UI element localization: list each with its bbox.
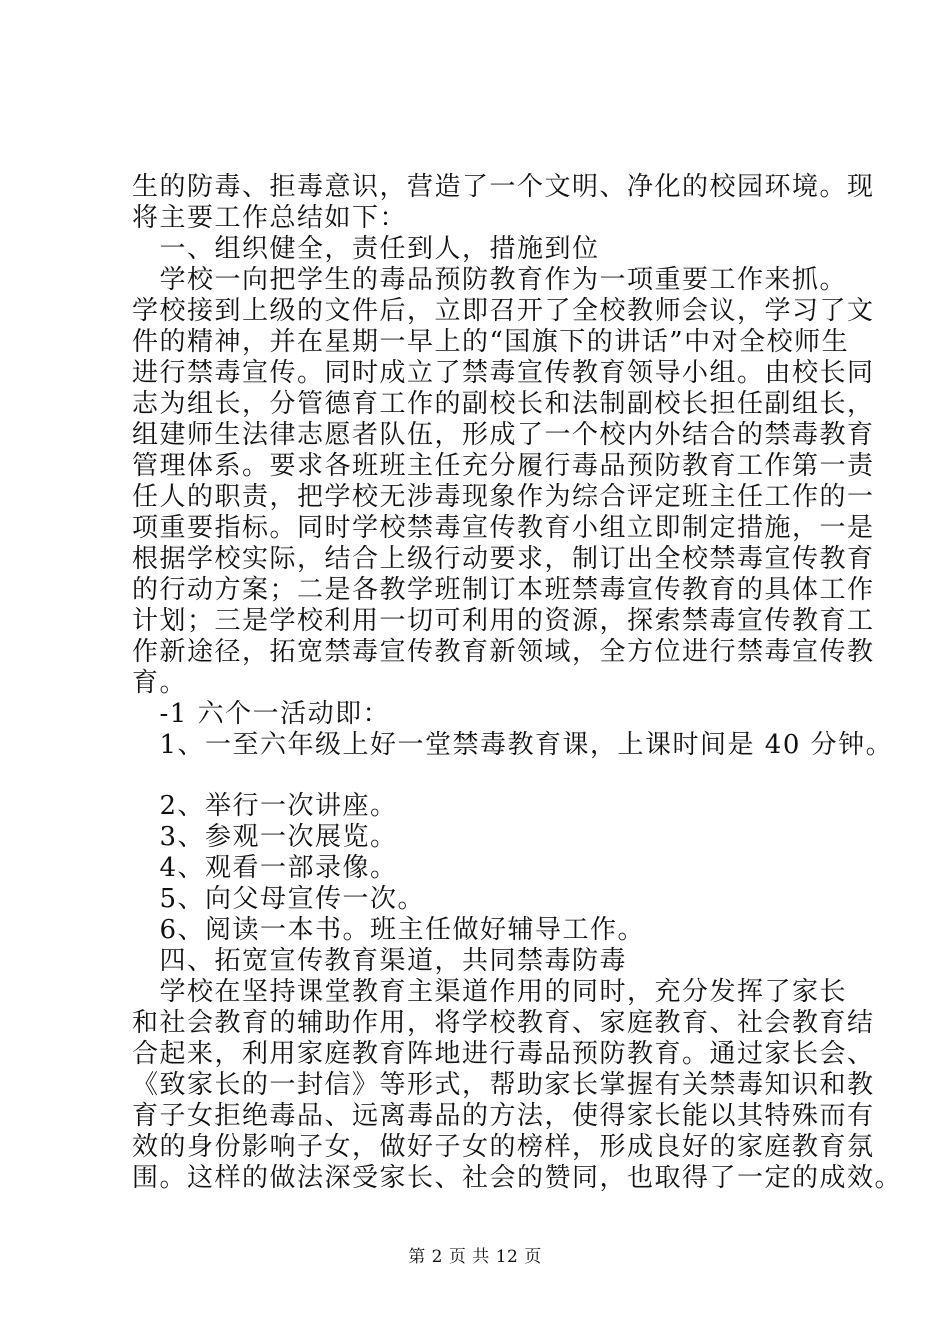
list-item: 2、举行一次讲座。: [132, 791, 398, 821]
body-line: 任人的职责，把学校无涉毒现象作为综合评定班主任工作的一: [132, 482, 875, 512]
body-line: 学校一向把学生的毒品预防教育作为一项重要工作来抓。: [132, 265, 848, 295]
body-line: 根据学校实际，结合上级行动要求，制订出全校禁毒宣传教育: [132, 544, 875, 574]
body-line: 将主要工作总结如下：: [132, 203, 408, 233]
body-line: 生的防毒、拒毒意识，营造了一个文明、净化的校园环境。现: [132, 172, 875, 202]
body-line: 育。: [132, 668, 188, 698]
body-line: 和社会教育的辅助作用，将学校教育、家庭教育、社会教育结: [132, 1008, 875, 1038]
list-item: 3、参观一次展览。: [132, 822, 398, 852]
list-item: 4、观看一部录像。: [132, 853, 398, 883]
section-heading: 一、组织健全，责任到人，措施到位: [132, 234, 600, 264]
list-item: 1、一至六年级上好一堂禁毒教育课，上课时间是 40 分钟。: [132, 730, 894, 760]
body-line: 志为组长，分管德育工作的副校长和法制副校长担任副组长，: [132, 389, 875, 419]
body-line: 《致家长的一封信》等形式，帮助家长掌握有关禁毒知识和教: [132, 1070, 875, 1100]
section-heading: 四、拓宽宣传教育渠道，共同禁毒防毒: [132, 946, 628, 976]
body-line: 学校接到上级的文件后，立即召开了全校教师会议，学习了文: [132, 296, 875, 326]
body-line: 项重要指标。同时学校禁毒宣传教育小组立即制定措施，一是: [132, 513, 875, 543]
body-line: 进行禁毒宣传。同时成立了禁毒宣传教育领导小组。由校长同: [132, 358, 875, 388]
body-line: 管理体系。要求各班班主任充分履行毒品预防教育工作第一责: [132, 451, 875, 481]
body-line: 效的身份影响子女，做好子女的榜样，形成良好的家庭教育氛: [132, 1132, 875, 1162]
page-number: 第 2 页 共 12 页: [408, 1247, 542, 1267]
body-line: 合起来，利用家庭教育阵地进行毒品预防教育。通过家长会、: [132, 1039, 875, 1069]
body-line: 件的精神，并在星期一早上的“国旗下的讲话”中对全校师生: [132, 327, 850, 357]
list-item: 6、阅读一本书。班主任做好辅导工作。: [132, 915, 646, 945]
body-line: 组建师生法律志愿者队伍，形成了一个校内外结合的禁毒教育: [132, 420, 875, 450]
body-line: 围。这样的做法深受家长、社会的赞同，也取得了一定的成效。: [132, 1163, 903, 1193]
body-line: 育子女拒绝毒品、远离毒品的方法，使得家长能以其特殊而有: [132, 1101, 875, 1131]
list-heading: -1 六个一活动即：: [132, 699, 391, 729]
body-line: 作新途径，拓宽禁毒宣传教育新领域，全方位进行禁毒宣传教: [132, 637, 875, 667]
body-line: 的行动方案；二是各教学班制订本班禁毒宣传教育的具体工作: [132, 575, 875, 605]
body-line: 学校在坚持课堂教育主渠道作用的同时，充分发挥了家长: [132, 977, 848, 1007]
list-item: 5、向父母宣传一次。: [132, 884, 426, 914]
body-line: 计划；三是学校利用一切可利用的资源，探索禁毒宣传教育工: [132, 606, 875, 636]
